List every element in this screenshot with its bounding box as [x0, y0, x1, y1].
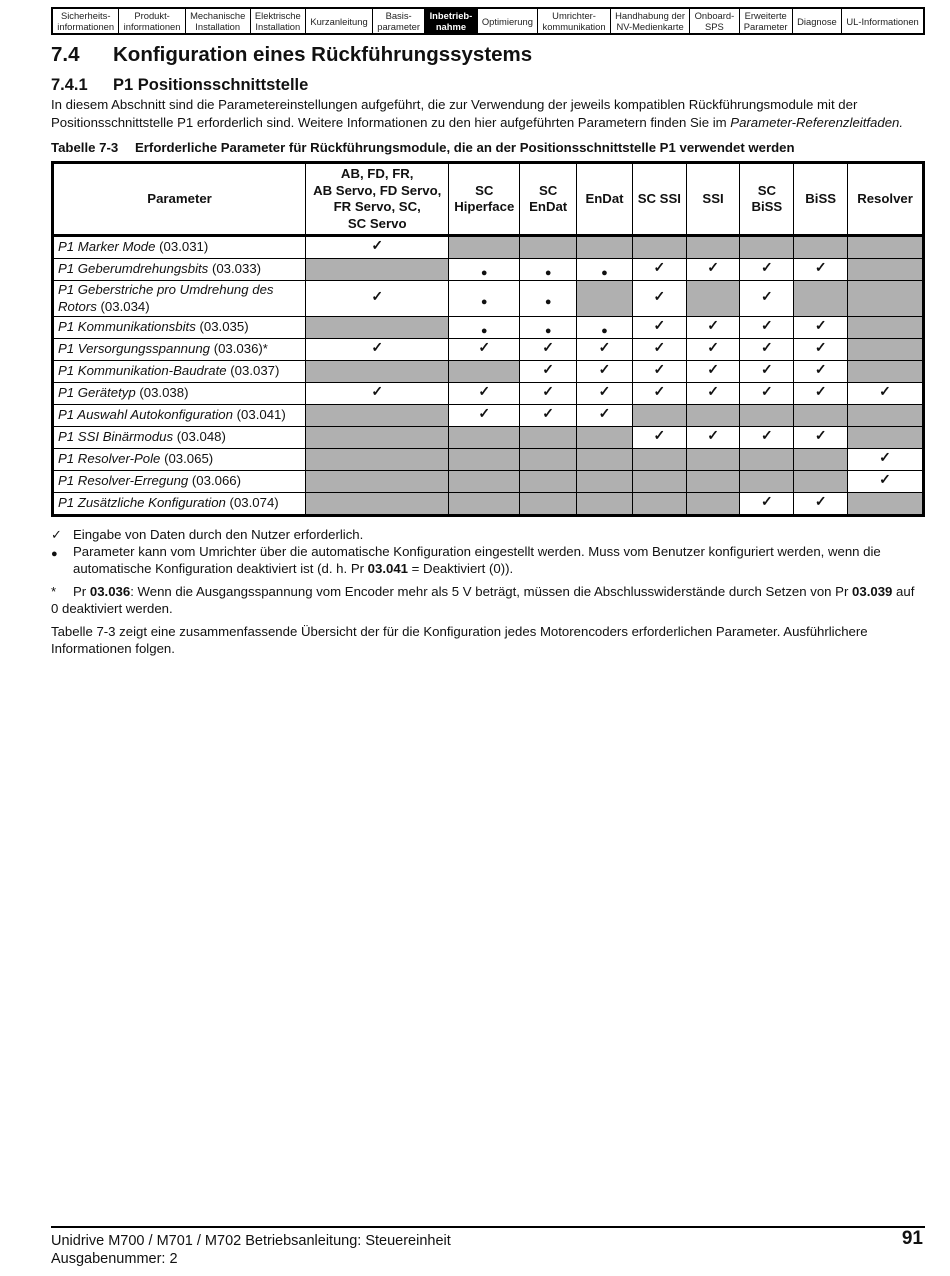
parameter-name: P1 Auswahl Autokonfiguration	[58, 407, 233, 423]
check-icon: ✓	[51, 527, 63, 542]
column-header: Parameter	[53, 163, 306, 236]
marker-cell	[740, 259, 794, 281]
check-icon: ✓	[542, 339, 555, 355]
table-caption-label: Tabelle 7-3	[51, 140, 119, 155]
not-applicable-cell	[740, 405, 794, 427]
marker-cell	[794, 259, 848, 281]
check-icon: ✓	[879, 449, 891, 465]
nav-tab[interactable]: Mechanische Installation	[186, 9, 251, 33]
table-row	[53, 383, 924, 405]
check-icon: ✓	[760, 361, 773, 377]
marker-cell	[686, 427, 740, 449]
nav-tab[interactable]: Diagnose	[793, 9, 842, 33]
parameter-name: P1 Kommunikation-Baudrate	[58, 363, 227, 379]
intro-reference: Parameter-Referenzleitfaden.	[730, 114, 904, 130]
parameter-name-cell	[53, 383, 306, 405]
footer-issue-number: Ausgabenummer: 2	[51, 1251, 178, 1267]
table-row	[53, 236, 924, 259]
check-icon: ✓	[371, 339, 384, 355]
check-icon: ✓	[653, 361, 666, 377]
parameter-name: P1 Resolver-Erregung	[58, 473, 189, 489]
footnote-star	[51, 583, 921, 617]
check-icon: ✓	[542, 405, 555, 421]
check-icon: ✓	[371, 288, 384, 304]
marker-cell	[306, 281, 449, 317]
check-icon: ✓	[814, 427, 827, 443]
check-icon: ✓	[760, 259, 773, 275]
marker-cell	[740, 281, 794, 317]
check-icon: ✓	[814, 339, 827, 355]
check-icon: ✓	[879, 471, 891, 487]
check-icon: ✓	[760, 288, 773, 304]
table-row	[53, 361, 924, 383]
nav-tab[interactable]: UL-Informationen	[846, 15, 919, 27]
column-header: EnDat	[577, 163, 633, 236]
legend-dot	[51, 543, 921, 577]
legend-dot-text-part1: Parameter kann vom Umrichter über die automatische Konfiguration eingestellt werden. Muss vom Benutzer konfiguriert werden, wenn die automatische Konfiguration deaktiviert ist (d. h. Pr	[73, 544, 881, 576]
table-row	[53, 493, 924, 516]
nav-tab[interactable]: Optimierung	[478, 9, 539, 33]
not-applicable-cell	[848, 493, 924, 516]
column-header: BiSS	[794, 163, 848, 236]
not-applicable-cell	[520, 471, 577, 493]
legend-dot-text-part2: = Deaktiviert (0)).	[408, 561, 514, 576]
table-row	[53, 339, 924, 361]
marker-cell	[740, 317, 794, 339]
marker-cell	[794, 493, 848, 516]
table-row	[53, 317, 924, 339]
not-applicable-cell	[794, 471, 848, 493]
intro-paragraph	[51, 96, 921, 131]
not-applicable-cell	[686, 449, 740, 471]
parameter-name-cell	[53, 361, 306, 383]
marker-cell	[632, 281, 686, 317]
not-applicable-cell	[306, 405, 449, 427]
marker-cell	[306, 339, 449, 361]
nav-tab[interactable]: Sicherheits- informationen	[53, 9, 119, 33]
not-applicable-cell	[306, 471, 449, 493]
column-header: SC EnDat	[520, 163, 577, 236]
parameter-code: (03.065)	[164, 451, 214, 467]
parameter-name-cell	[53, 317, 306, 339]
bullet-icon: ●	[601, 325, 608, 337]
check-icon: ✓	[653, 339, 666, 355]
not-applicable-cell	[632, 493, 686, 516]
check-icon: ✓	[760, 317, 773, 333]
table-row	[53, 259, 924, 281]
legend-check-text: Eingabe von Daten durch den Nutzer erforderlich.	[73, 527, 364, 542]
nav-tab[interactable]: Erweiterte Parameter	[740, 9, 793, 33]
parameter-name-cell	[53, 471, 306, 493]
table-row	[53, 471, 924, 493]
marker-cell	[520, 317, 577, 339]
marker-cell	[520, 361, 577, 383]
bullet-icon: ●	[544, 267, 552, 279]
nav-tab[interactable]: Umrichter- kommunikation	[538, 9, 611, 33]
marker-cell	[794, 383, 848, 405]
check-icon: ✓	[814, 317, 827, 333]
marker-cell	[632, 383, 686, 405]
not-applicable-cell	[306, 317, 449, 339]
check-icon: ✓	[542, 361, 555, 377]
marker-cell	[449, 405, 520, 427]
parameter-name: P1 Versorgungsspannung	[58, 341, 211, 357]
not-applicable-cell	[848, 405, 924, 427]
page-number: 91	[901, 1228, 923, 1249]
not-applicable-cell	[306, 427, 449, 449]
table-row	[53, 281, 924, 317]
not-applicable-cell	[794, 281, 848, 317]
check-icon: ✓	[653, 427, 666, 443]
parameter-name-cell	[53, 281, 306, 317]
marker-cell	[686, 361, 740, 383]
table-caption-text: Erforderliche Parameter für Rückführungsmodule, die an der Positionsschnittstelle P1 verwendet werden	[135, 140, 795, 155]
footnote-text-part3: auf 0 deaktiviert werden.	[51, 584, 915, 616]
marker-cell	[577, 339, 633, 361]
parameter-name: P1 Geberstriche pro Umdrehung des Rotors	[58, 282, 274, 314]
bullet-icon: ●	[480, 325, 488, 337]
table-header-row	[53, 163, 924, 236]
footer-manual-title: Unidrive M700 / M701 / M702 Betriebsanleitung: Steuereinheit	[51, 1233, 451, 1249]
check-icon: ✓	[653, 383, 666, 399]
not-applicable-cell	[848, 361, 924, 383]
check-icon: ✓	[598, 339, 611, 355]
column-header: SC SSI	[632, 163, 686, 236]
summary-paragraph: Tabelle 7-3 zeigt eine zusammenfassende Übersicht der für die Konfiguration jedes Motorencoders erforderlichen Parameter. Ausführlichere Informationen folgen.	[51, 624, 868, 656]
marker-cell	[632, 259, 686, 281]
marker-cell	[449, 259, 520, 281]
not-applicable-cell	[686, 281, 740, 317]
not-applicable-cell	[794, 236, 848, 259]
parameter-name-cell	[53, 259, 306, 281]
check-icon: ✓	[707, 361, 719, 377]
footnote-param-1: 03.036	[89, 584, 131, 599]
marker-cell	[577, 361, 633, 383]
check-icon: ✓	[707, 259, 719, 275]
bullet-icon: ●	[544, 325, 552, 337]
marker-cell	[449, 317, 520, 339]
bullet-icon: ●	[480, 296, 488, 308]
column-header: Resolver	[848, 163, 924, 236]
parameter-code: (03.038)	[139, 385, 189, 401]
bullet-icon: ●	[544, 296, 552, 308]
parameter-code: (03.066)	[191, 473, 242, 489]
parameter-table	[51, 161, 925, 517]
parameter-code: (03.035)	[199, 319, 249, 335]
subsection-title	[51, 76, 308, 95]
column-header: SSI	[686, 163, 740, 236]
marker-cell	[449, 281, 520, 317]
marker-cell	[449, 339, 520, 361]
chapter-navigation-bar	[51, 7, 925, 35]
check-icon: ✓	[707, 317, 719, 333]
parameter-name-cell	[53, 449, 306, 471]
table-row	[53, 427, 924, 449]
not-applicable-cell	[449, 236, 520, 259]
not-applicable-cell	[306, 493, 449, 516]
parameter-code: (03.031)	[159, 239, 209, 255]
check-icon: ✓	[814, 259, 827, 275]
not-applicable-cell	[577, 493, 633, 516]
parameter-name: P1 Zusätzliche Konfiguration	[58, 495, 226, 511]
bullet-icon: ●	[51, 548, 58, 560]
marker-cell	[740, 493, 794, 516]
parameter-name: P1 Gerätetyp	[58, 385, 136, 401]
section-number: 7.4	[51, 43, 80, 66]
check-icon: ✓	[478, 405, 491, 421]
parameter-code: (03.041)	[236, 407, 286, 423]
not-applicable-cell	[520, 236, 577, 259]
marker-cell	[577, 383, 633, 405]
not-applicable-cell	[577, 427, 633, 449]
bullet-icon: ●	[601, 267, 608, 279]
check-icon: ✓	[814, 493, 827, 509]
marker-cell	[306, 236, 449, 259]
marker-cell	[577, 405, 633, 427]
parameter-name-cell	[53, 339, 306, 361]
footer-divider	[51, 1226, 925, 1228]
check-icon: ✓	[879, 383, 891, 399]
not-applicable-cell	[632, 471, 686, 493]
footnote-text-part2: : Wenn die Ausgangsspannung vom Encoder mehr als 5 V beträgt, müssen die Abschlusswiderstände durch Setzen von Pr	[130, 584, 853, 599]
not-applicable-cell	[520, 493, 577, 516]
marker-cell	[520, 405, 577, 427]
marker-cell	[577, 259, 633, 281]
marker-cell	[632, 361, 686, 383]
marker-cell	[848, 383, 924, 405]
check-icon: ✓	[478, 339, 491, 355]
footnote-param-2: 03.039	[852, 584, 893, 599]
table-row	[53, 449, 924, 471]
check-icon: ✓	[653, 288, 666, 304]
not-applicable-cell	[794, 405, 848, 427]
check-icon: ✓	[478, 383, 491, 399]
marker-cell	[686, 317, 740, 339]
legend-dot-text	[73, 543, 921, 577]
legend-check	[51, 526, 921, 543]
intro-text: In diesem Abschnitt sind die Parametereinstellungen aufgeführt, die zur Verwendung der jeweils kompatiblen Rückführungsmodule mit der Positionsschnittstelle P1 erforderlich sind. Weitere Informationen zu den hier aufgeführten Parametern finden Sie im	[51, 97, 858, 130]
marker-cell	[306, 383, 449, 405]
parameter-name: P1 Kommunikationsbits	[58, 319, 196, 335]
not-applicable-cell	[449, 449, 520, 471]
parameter-code: (03.036)*	[213, 341, 268, 357]
not-applicable-cell	[577, 281, 633, 317]
not-applicable-cell	[520, 427, 577, 449]
not-applicable-cell	[449, 361, 520, 383]
check-icon: ✓	[760, 339, 773, 355]
parameter-code: (03.034)	[100, 298, 150, 314]
marker-cell	[632, 339, 686, 361]
parameter-code: (03.074)	[229, 495, 279, 511]
column-header: SC Hiperface	[449, 163, 520, 236]
legend-dot-param: 03.041	[367, 561, 409, 576]
column-header: AB, FD, FR, AB Servo, FD Servo, FR Servo, SC, SC Servo	[306, 163, 449, 236]
footnote-star-symbol: *	[51, 584, 57, 599]
not-applicable-cell	[848, 427, 924, 449]
not-applicable-cell	[520, 449, 577, 471]
nav-tab[interactable]: Produkt- informationen	[119, 9, 185, 33]
not-applicable-cell	[686, 493, 740, 516]
marker-cell	[577, 317, 633, 339]
marker-cell	[632, 427, 686, 449]
not-applicable-cell	[449, 427, 520, 449]
check-icon: ✓	[653, 317, 666, 333]
marker-cell	[686, 259, 740, 281]
marker-cell	[794, 361, 848, 383]
column-header: SC BiSS	[740, 163, 794, 236]
nav-tab[interactable]: Onboard- SPS	[690, 9, 739, 33]
check-icon: ✓	[760, 383, 773, 399]
not-applicable-cell	[686, 471, 740, 493]
marker-cell	[632, 317, 686, 339]
check-icon: ✓	[598, 361, 611, 377]
marker-cell	[686, 339, 740, 361]
not-applicable-cell	[577, 471, 633, 493]
marker-cell	[794, 339, 848, 361]
not-applicable-cell	[848, 339, 924, 361]
check-icon: ✓	[371, 237, 384, 253]
parameter-code: (03.037)	[230, 363, 280, 379]
marker-cell	[686, 383, 740, 405]
not-applicable-cell	[686, 236, 740, 259]
table-caption	[51, 140, 795, 155]
not-applicable-cell	[632, 405, 686, 427]
check-icon: ✓	[707, 339, 719, 355]
marker-cell	[520, 281, 577, 317]
not-applicable-cell	[740, 471, 794, 493]
marker-cell	[740, 383, 794, 405]
check-icon: ✓	[760, 427, 773, 443]
parameter-name: P1 Marker Mode	[58, 239, 156, 255]
nav-tab[interactable]: Kurzanleitung	[306, 9, 373, 33]
not-applicable-cell	[577, 236, 633, 259]
nav-tab[interactable]: Elektrische Installation	[251, 9, 306, 33]
not-applicable-cell	[306, 361, 449, 383]
parameter-code: (03.033)	[211, 261, 262, 277]
marker-cell	[794, 317, 848, 339]
nav-tab[interactable]: Inbetrieb- nahme	[425, 9, 477, 33]
section-title	[51, 43, 532, 67]
table-notes	[51, 526, 921, 657]
not-applicable-cell	[449, 471, 520, 493]
not-applicable-cell	[794, 449, 848, 471]
footnote-text-part1: Pr	[73, 584, 90, 599]
marker-cell	[740, 427, 794, 449]
table-row	[53, 405, 924, 427]
not-applicable-cell	[686, 405, 740, 427]
check-icon: ✓	[598, 405, 611, 421]
check-icon: ✓	[598, 383, 611, 399]
marker-cell	[794, 427, 848, 449]
check-icon: ✓	[760, 493, 773, 509]
marker-cell	[740, 339, 794, 361]
section-title-text: Konfiguration eines Rückführungssystems	[113, 43, 533, 66]
subsection-number: 7.4.1	[51, 76, 88, 94]
check-icon: ✓	[814, 361, 827, 377]
not-applicable-cell	[632, 449, 686, 471]
not-applicable-cell	[740, 236, 794, 259]
marker-cell	[740, 361, 794, 383]
parameter-name-cell	[53, 427, 306, 449]
check-icon: ✓	[371, 383, 384, 399]
not-applicable-cell	[848, 317, 924, 339]
not-applicable-cell	[449, 493, 520, 516]
not-applicable-cell	[632, 236, 686, 259]
not-applicable-cell	[848, 236, 924, 259]
marker-cell	[520, 259, 577, 281]
not-applicable-cell	[848, 259, 924, 281]
subsection-title-text: P1 Positionsschnittstelle	[113, 76, 309, 94]
parameter-name: P1 Geberumdrehungsbits	[58, 261, 209, 277]
check-icon: ✓	[707, 383, 719, 399]
nav-tab[interactable]: Basis- parameter	[373, 9, 425, 33]
nav-tab[interactable]: Handhabung der NV-Medienkarte	[611, 9, 690, 33]
not-applicable-cell	[577, 449, 633, 471]
marker-cell	[520, 339, 577, 361]
not-applicable-cell	[848, 281, 924, 317]
check-icon: ✓	[542, 383, 555, 399]
parameter-name-cell	[53, 236, 306, 259]
check-icon: ✓	[707, 427, 719, 443]
not-applicable-cell	[306, 449, 449, 471]
not-applicable-cell	[740, 449, 794, 471]
not-applicable-cell	[306, 259, 449, 281]
check-icon: ✓	[653, 259, 666, 275]
marker-cell	[848, 471, 924, 493]
parameter-name-cell	[53, 493, 306, 516]
parameter-name: P1 SSI Binärmodus	[58, 429, 174, 445]
marker-cell	[848, 449, 924, 471]
parameter-name: P1 Resolver-Pole	[58, 451, 161, 467]
parameter-name-cell	[53, 405, 306, 427]
marker-cell	[449, 383, 520, 405]
footer-info	[51, 1232, 451, 1268]
marker-cell	[520, 383, 577, 405]
bullet-icon: ●	[480, 267, 488, 279]
check-icon: ✓	[814, 383, 827, 399]
parameter-code: (03.048)	[176, 429, 226, 445]
